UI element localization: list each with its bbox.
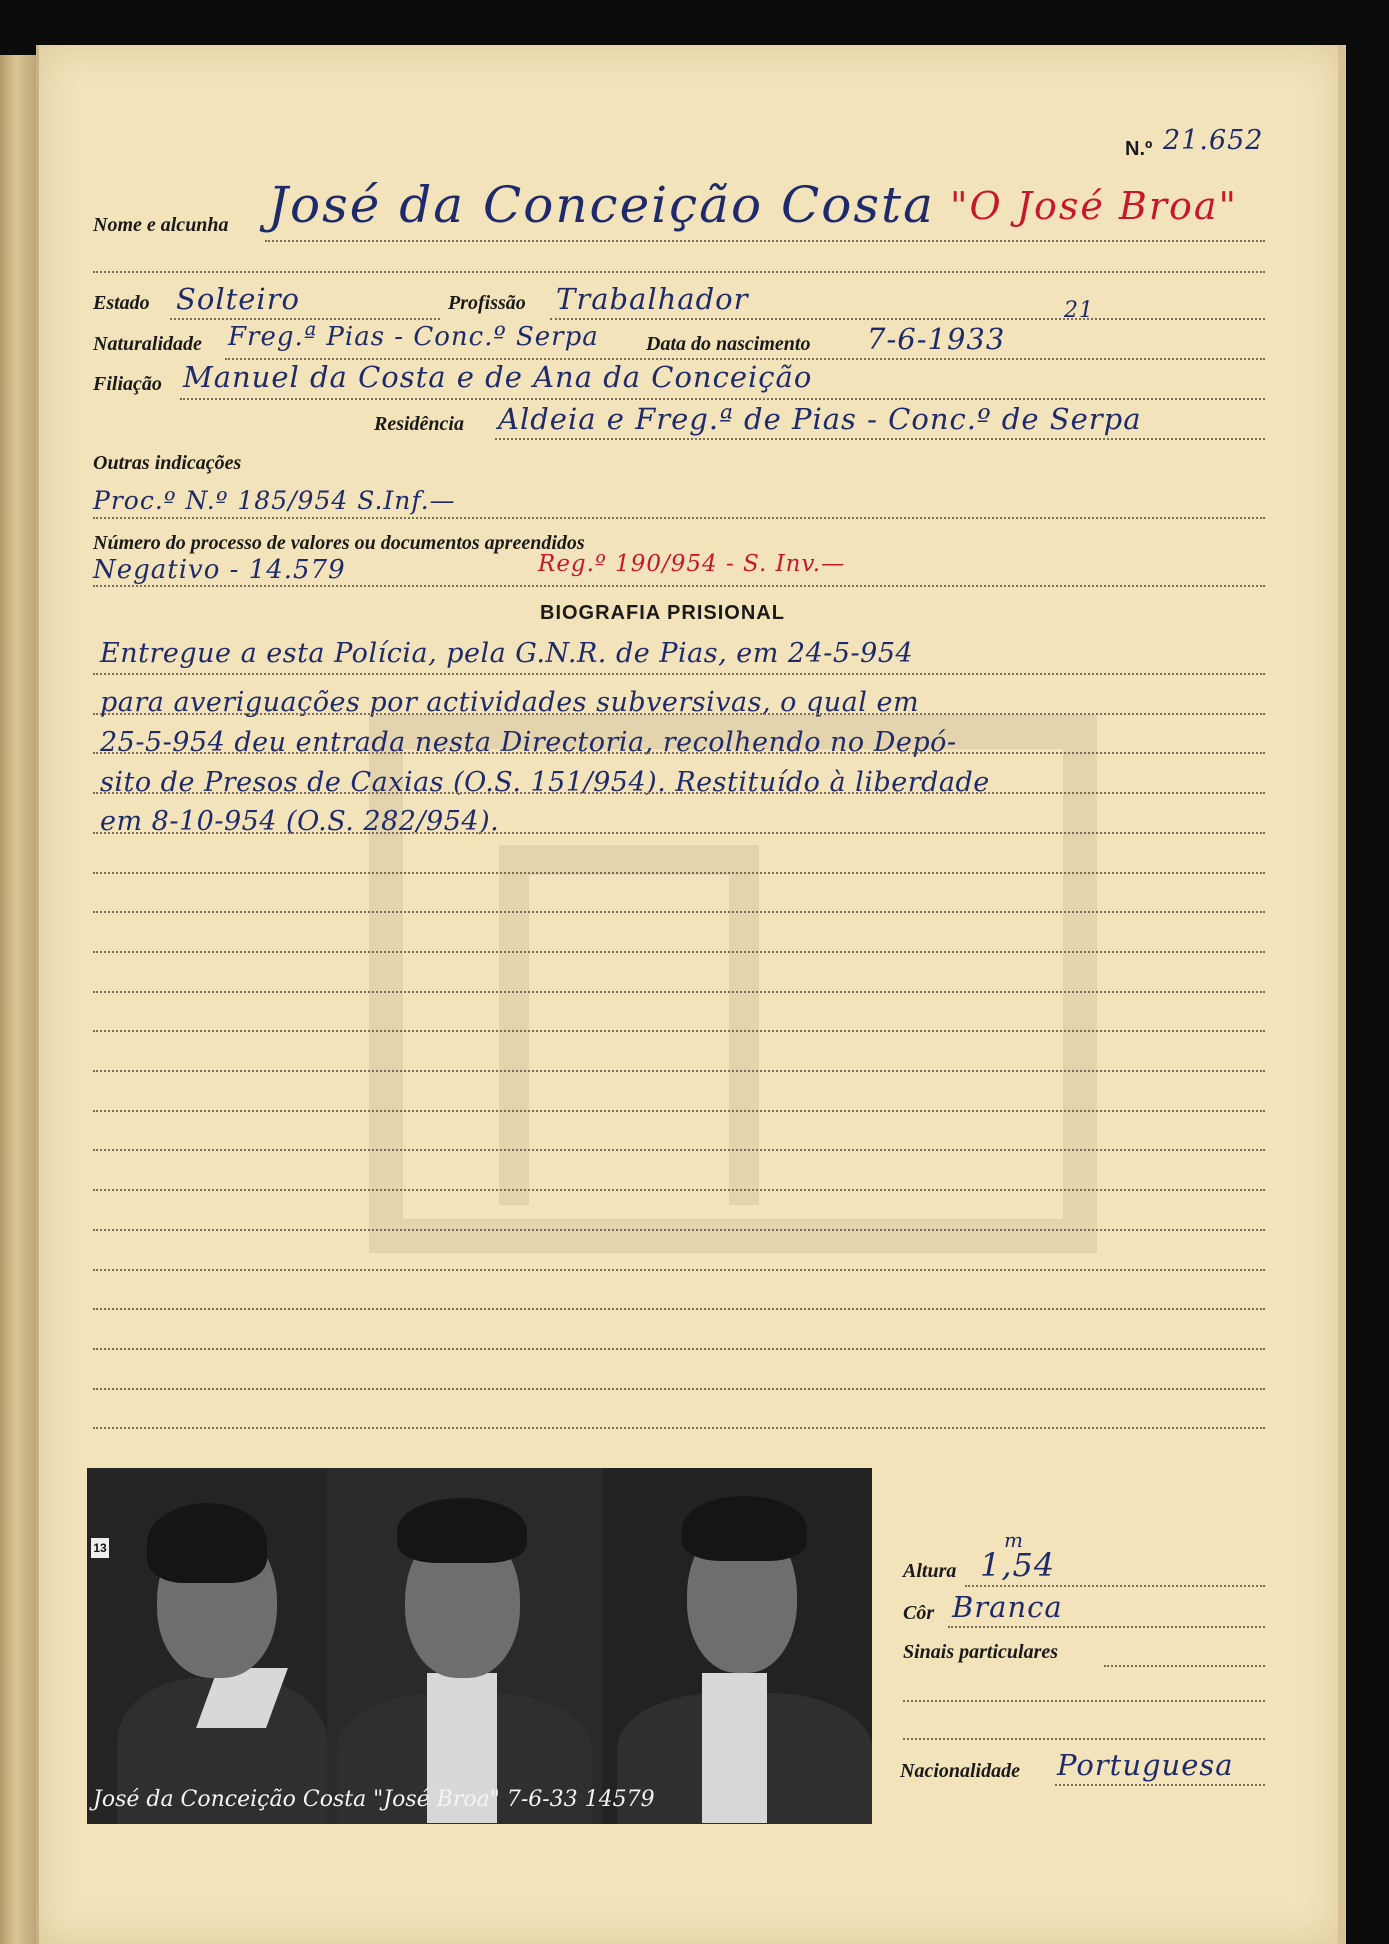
- processo-value: Negativo - 14.579: [93, 555, 346, 585]
- biografia-line: Entregue a esta Polícia, pela G.N.R. de Pias, em 24-5-954: [100, 638, 914, 669]
- estado-label: Estado: [93, 292, 150, 314]
- profissao-label: Profissão: [448, 292, 526, 314]
- ruled-line: [93, 991, 1265, 993]
- altura-line: [965, 1585, 1265, 1587]
- filiacao-value: Manuel da Costa e de Ana da Conceição: [183, 360, 813, 394]
- alias-value: "O José Broa": [950, 184, 1238, 228]
- name-label: Nome e alcunha: [93, 214, 229, 236]
- biografia-line: 25-5-954 deu entrada nesta Directoria, recolhendo no Depó-: [100, 727, 957, 758]
- ruled-line: [93, 792, 1265, 794]
- profissao-value: Trabalhador: [556, 282, 749, 316]
- cor-value: Branca: [952, 1590, 1063, 1624]
- name-line: [265, 240, 1265, 242]
- processo-label: Número do processo de valores ou documentos apreendidos: [93, 532, 585, 554]
- ruled-line: [93, 1308, 1265, 1310]
- naturalidade-value: Freg.ª Pias - Conc.º Serpa: [228, 322, 599, 352]
- nacionalidade-label: Nacionalidade: [900, 1760, 1020, 1782]
- ruled-line: [93, 1269, 1265, 1271]
- processo-line: [93, 585, 1265, 587]
- biografia-line: em 8-10-954 (O.S. 282/954).: [100, 806, 500, 837]
- sinais-line: [1104, 1665, 1265, 1667]
- estado-line: [170, 318, 440, 320]
- ruled-line: [93, 1110, 1265, 1112]
- residencia-line: [495, 438, 1265, 440]
- biografia-title: BIOGRAFIA PRISIONAL: [540, 602, 785, 624]
- residencia-label: Residência: [374, 413, 464, 435]
- nascimento-value: 7-6-1933: [867, 322, 1006, 356]
- altura-unit: m: [1004, 1528, 1024, 1552]
- altura-label: Altura: [903, 1560, 957, 1582]
- number-label: N.º: [1125, 138, 1153, 160]
- photo-profile: [87, 1468, 327, 1824]
- ruled-line: [93, 872, 1265, 874]
- binder-edge: [0, 55, 38, 1944]
- card-edge: [1338, 45, 1346, 1944]
- photo-three-quarter: [602, 1468, 872, 1824]
- biografia-line: sito de Presos de Caxias (O.S. 151/954). Restituído à liberdade: [100, 767, 990, 798]
- ruled-line: [93, 951, 1265, 953]
- outras-line: [93, 517, 1265, 519]
- photo-caption: José da Conceição Costa "José Broa" 7-6-33 14579: [93, 1787, 655, 1812]
- naturalidade-label: Naturalidade: [93, 333, 202, 355]
- filiacao-line: [180, 398, 1265, 400]
- outras-value: Proc.º N.º 185/954 S.Inf.—: [93, 486, 456, 515]
- sinais-line-2: [903, 1700, 1265, 1702]
- filiacao-label: Filiação: [93, 373, 162, 395]
- ruled-line: [93, 1189, 1265, 1191]
- name-line-2: [93, 271, 1265, 273]
- ruled-line: [93, 752, 1265, 754]
- ruled-line: [93, 713, 1265, 715]
- watermark-logo-inner: [499, 845, 759, 1205]
- sinais-line-3: [903, 1738, 1265, 1740]
- outras-label: Outras indicações: [93, 452, 242, 474]
- processo-reg: Reg.º 190/954 - S. Inv.—: [538, 551, 846, 577]
- ruled-line: [93, 832, 1265, 834]
- estado-value: Solteiro: [176, 282, 301, 316]
- nacionalidade-value: Portuguesa: [1057, 1748, 1234, 1782]
- sinais-label: Sinais particulares: [903, 1641, 1059, 1663]
- ruled-line: [93, 911, 1265, 913]
- nascimento-label: Data do nascimento: [646, 333, 811, 355]
- profissao-line: [550, 318, 1265, 320]
- cor-line: [948, 1626, 1265, 1628]
- nascimento-note: 21: [1064, 298, 1094, 323]
- mugshot-photo: [87, 1468, 872, 1824]
- name-value: José da Conceição Costa: [268, 176, 935, 234]
- cor-label: Côr: [903, 1602, 935, 1624]
- ruled-line: [93, 1030, 1265, 1032]
- ruled-line: [93, 1388, 1265, 1390]
- ruled-line: [93, 673, 1265, 675]
- altura-value: 1,54: [980, 1546, 1056, 1584]
- photo-front: [327, 1468, 602, 1824]
- record-number: 21.652: [1163, 125, 1264, 156]
- nacionalidade-line: [1055, 1784, 1265, 1786]
- residencia-value: Aldeia e Freg.ª de Pias - Conc.º de Serpa: [498, 402, 1142, 436]
- ruled-line: [93, 1427, 1265, 1429]
- photo-tag: 13: [91, 1538, 109, 1558]
- ruled-line: [93, 1149, 1265, 1151]
- ruled-line: [93, 1348, 1265, 1350]
- ruled-line: [93, 1229, 1265, 1231]
- biografia-line: para averiguações por actividades subversivas, o qual em: [100, 687, 920, 718]
- ruled-line: [93, 1070, 1265, 1072]
